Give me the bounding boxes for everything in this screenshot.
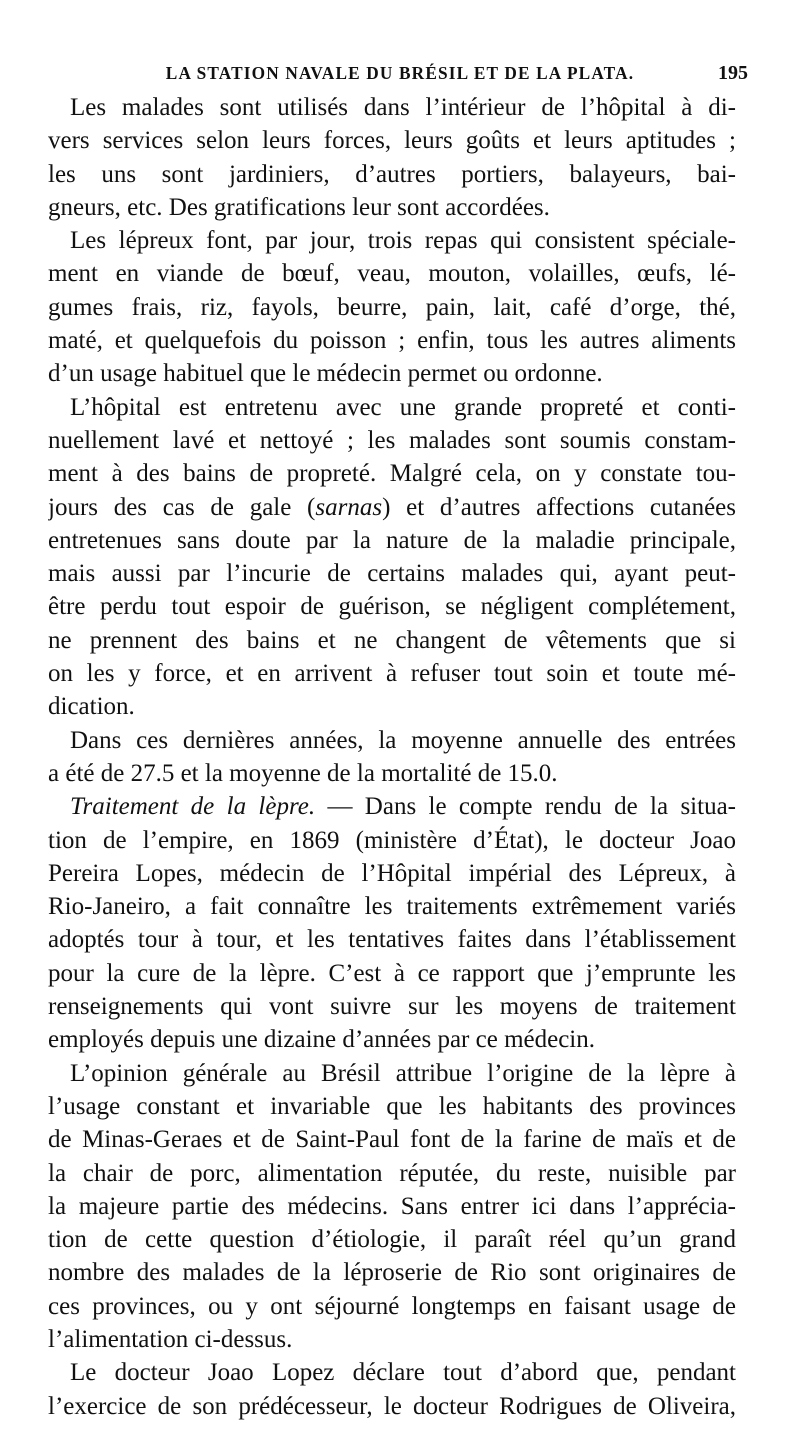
text-line: L’opinion générale au Brésil attribue l’origine de la lèpre à — [70, 1059, 736, 1087]
text-line: dication. — [48, 693, 135, 721]
text-line: être perdu tout espoir de guérison, se négligent complétement, — [48, 593, 736, 621]
text-line: Traitement de la lèpre. — Dans le compte rendu de la situa- — [70, 793, 736, 821]
text-line: de Minas-Geraes et de Saint-Paul font de la farine de maïs et de — [48, 1126, 736, 1154]
text-line: jours des cas de gale (sarnas) et d’autres affections cutanées — [48, 493, 736, 521]
text-line: d’un usage habituel que le médecin permet ou ordonne. — [48, 360, 603, 388]
text-line: adoptés tour à tour, et les tentatives faites dans l’établissement — [48, 926, 736, 954]
text-line: l’alimentation ci-dessus. — [48, 1325, 293, 1353]
section-heading: Traitement de la lèpre. — [70, 793, 316, 821]
text-line: renseignements qui vont suivre sur les moyens de traitement — [48, 993, 736, 1021]
text-line: Dans ces dernières années, la moyenne annuelle des entrées — [70, 726, 736, 754]
text-line: nombre des malades de la léproserie de Rio sont originaires de — [48, 1259, 736, 1287]
text-line: ces provinces, ou y ont séjourné longtemps en faisant usage de — [48, 1292, 736, 1320]
text-line: L’hôpital est entretenu avec une grande propreté et conti- — [70, 393, 736, 421]
text-line: a été de 27.5 et la moyenne de la mortalité de 15.0. — [48, 759, 558, 787]
text-line: gneurs, etc. Des gratifications leur sont accordées. — [48, 193, 550, 221]
text-line: la majeure partie des médecins. Sans entrer ici dans l’apprécia- — [48, 1192, 736, 1220]
text-line: Les lépreux font, par jour, trois repas qui consistent spéciale- — [70, 227, 736, 255]
text-line: pour la cure de la lèpre. C’est à ce rapport que j’emprunte les — [48, 959, 736, 987]
text-line: ment en viande de bœuf, veau, mouton, volailles, œufs, lé- — [48, 260, 736, 288]
text-line: ne prennent des bains et ne changent de vêtements que si — [48, 626, 736, 654]
text-line: tion de cette question d’étiologie, il paraît réel qu’un grand — [48, 1226, 736, 1254]
text-line: les uns sont jardiniers, d’autres portiers, balayeurs, bai- — [48, 160, 736, 188]
text-line: maté, et quelquefois du poisson ; enfin, tous les autres aliments — [48, 327, 736, 355]
italic-term: sarnas — [315, 493, 383, 521]
text-line: tion de l’empire, en 1869 (ministère d’État), le docteur Joao — [48, 826, 736, 854]
page-header — [40, 56, 760, 90]
text-line: on les y force, et en arrivent à refuser tout soin et toute mé- — [48, 660, 736, 688]
text-line: Rio-Janeiro, a fait connaître les traitements extrêmement variés — [48, 893, 736, 921]
text-line: mais aussi par l’incurie de certains malades qui, ayant peut- — [48, 560, 736, 588]
text-line: Le docteur Joao Lopez déclare tout d’abord que, pendant — [70, 1359, 736, 1387]
text-line: employés depuis une dizaine d’années par ce médecin. — [48, 1026, 595, 1054]
text-line: entretenues sans doute par la nature de la maladie principale, — [48, 526, 736, 554]
body-text — [48, 91, 736, 1423]
text-line: l’usage constant et invariable que les habitants des provinces — [48, 1092, 736, 1120]
text-line: Pereira Lopes, médecin de l’Hôpital impérial des Lépreux, à — [48, 859, 736, 887]
page-number: 195 — [718, 62, 748, 84]
text-line: l’exercice de son prédécesseur, le docteur Rodrigues de Oliveira, — [48, 1392, 736, 1420]
text-line: gumes frais, riz, fayols, beurre, pain, lait, café d’orge, thé, — [48, 293, 736, 321]
text-line: ment à des bains de propreté. Malgré cela, on y constate tou- — [48, 460, 736, 488]
text-line: nuellement lavé et nettoyé ; les malades sont soumis constam- — [48, 426, 736, 454]
text-line: Les malades sont utilisés dans l’intérieur de l’hôpital à di- — [70, 94, 736, 121]
text-line: vers services selon leurs forces, leurs goûts et leurs aptitudes ; — [48, 127, 736, 155]
running-title: LA STATION NAVALE DU BRÉSIL ET DE LA PLATA. — [165, 63, 635, 83]
text-line: la chair de porc, alimentation réputée, du reste, nuisible par — [48, 1159, 736, 1187]
